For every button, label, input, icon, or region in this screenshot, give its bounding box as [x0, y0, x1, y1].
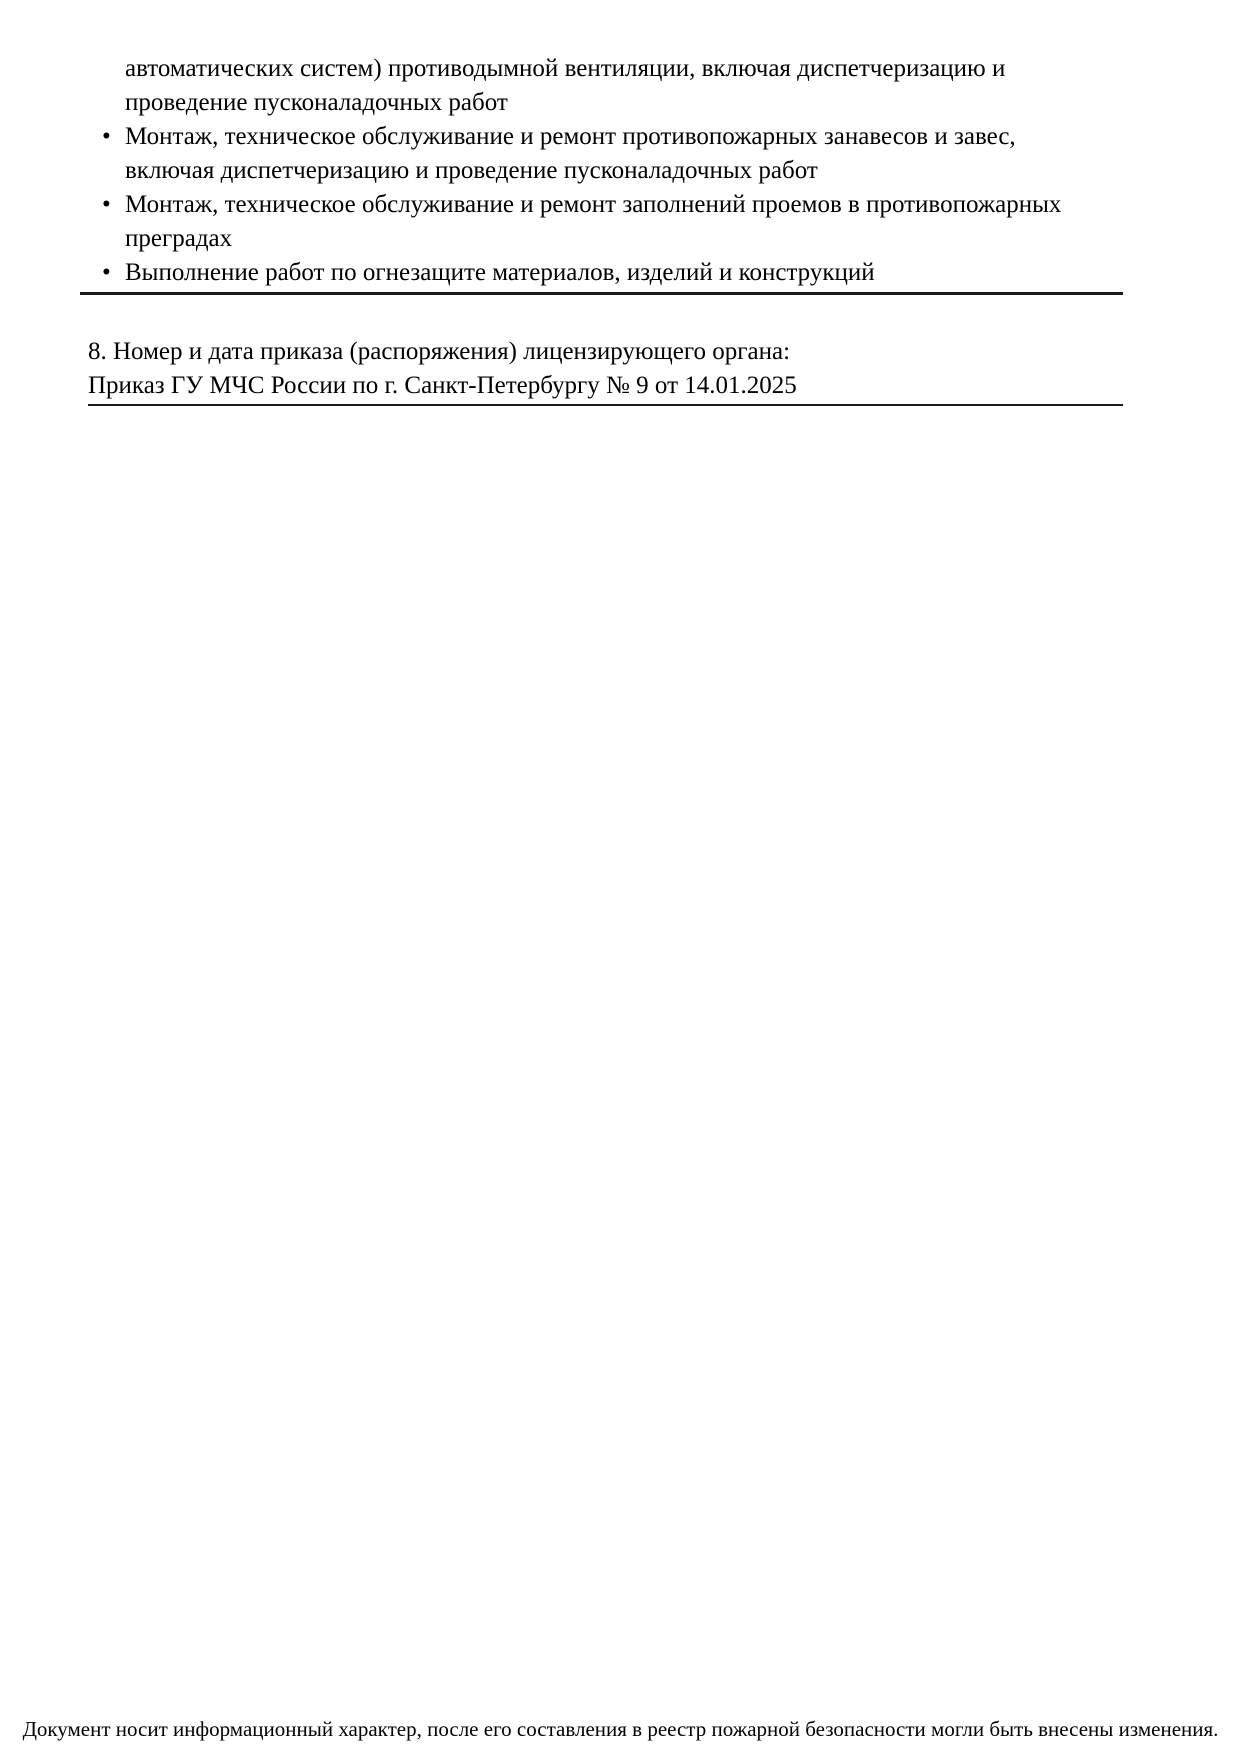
list-item-text: Монтаж, техническое обслуживание и ремонт заполнений проемов в противопожарных преградах [125, 191, 1062, 252]
separator-line [80, 292, 1123, 295]
bullet-icon: • [102, 123, 111, 150]
list-item [88, 256, 1087, 290]
list-item-text: автоматических систем) противодымной вентиляции, включая диспетчеризацию и проведение пусконаладочных работ [125, 55, 1006, 116]
list-item [88, 120, 1087, 188]
bullet-icon: • [102, 191, 111, 218]
footer-disclaimer: Документ носит информационный характер, после его составления в реестр пожарной безопасности могли быть внесены изменения. [22, 1717, 1219, 1741]
section-8 [88, 335, 1123, 406]
section-8-label: 8. Номер и дата приказа (распоряжения) лицензирующего органа: [88, 338, 791, 365]
bullet-icon: • [102, 259, 111, 286]
list-item [88, 188, 1087, 256]
section-8-value-underlined: Приказ ГУ МЧС России по г. Санкт-Петербургу № 9 от 14.01.2025 [88, 369, 1123, 406]
list-item-continuation [88, 52, 1087, 120]
list-item-text: Монтаж, техническое обслуживание и ремонт противопожарных занавесов и завес, включая диспетчеризацию и проведение пусконаладочных работ [125, 123, 1016, 184]
list-item-text: Выполнение работ по огнезащите материалов, изделий и конструкций [125, 259, 875, 286]
licensed-works-list [88, 52, 1123, 290]
document-content [88, 52, 1123, 406]
